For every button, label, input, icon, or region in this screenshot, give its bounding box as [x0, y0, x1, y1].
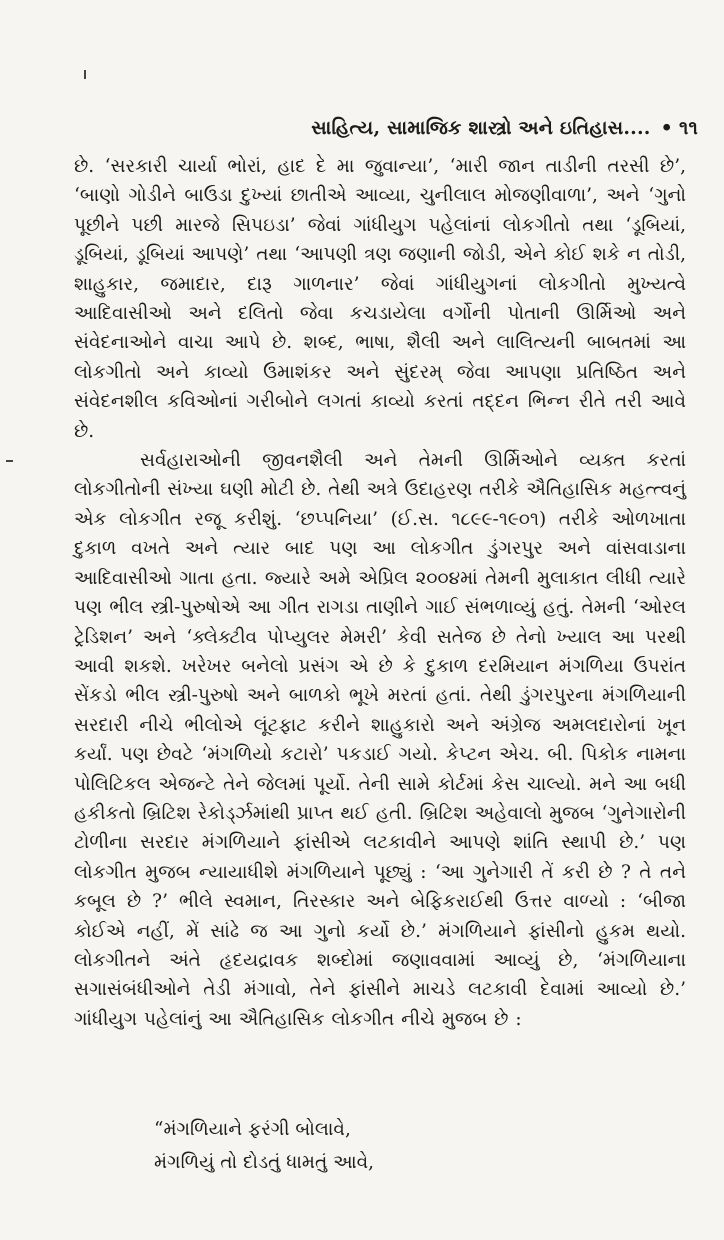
verse-line: મંગળિયું તો દોડતું ધામતું આવે, [154, 1152, 375, 1173]
header-bullet: • [660, 117, 673, 139]
running-header [311, 117, 698, 139]
page-number: ૧૧ [678, 117, 698, 139]
page-mark [84, 70, 86, 79]
paragraph: સર્વહારાઓની જીવનશૈલી અને તેમની ઊર્મિઓને વ્યક્ત કરતાં લોકગીતોની સંખ્યા ઘણી મોટી છે. તેથી અત્રે ઉદાહરણ તરીકે ઐતિહાસિક મહત્ત્વનું એક લોકગીત રજૂ કરીશું. ‘છપ્પનિયા’ (ઈ.સ. ૧૮૯૯-૧૯૦૧) તરીકે ઓળખાતા દુકાળ વખતે અને ત્યાર બાદ પણ આ લોકગીત ડુંગરપુર અને વાંસવાડાના આદિવાસીઓ ગાતા હતા. જ્યારે અમે એપ્રિલ ૨૦૦૪માં તેમની મુલાકાત લીધી ત્યારે પણ ભીલ સ્ત્રી-પુરુષોએ આ ગીત રાગડા તાણીને ગાઈ સંભળાવ્યું હતું. તેમની ‘ઓરલ ટ્રેડિશન’ અને ‘ક્લેક્ટીવ પોપ્યુલર મેમરી’ કેવી સતેજ છે તેનો ખ્યાલ આ પરથી આવી શકશે. ખરેખર બનેલો પ્રસંગ એ છે કે દુકાળ દરમિયાન મંગળિયા ઉપરાંત સેંકડો ભીલ સ્ત્રી-પુરુષો અને બાળકો ભૂખે મરતાં હતાં. તેથી ડુંગરપુરના મંગળિયાની સરદારી નીચે ભીલોએ લૂંટફાટ કરીને શાહુકારો અને અંગ્રેજ અમલદારોનાં ખૂન કર્યાં. પણ છેવટે ‘મંગળિયો કટારો’ પકડાઈ ગયો. કેપ્ટન એચ. બી. પિકોક નામના પોલિટિકલ એજન્ટે તેને જેલમાં પૂર્યો. તેની સામે કોર્ટમાં કેસ ચાલ્યો. મને આ બધી હકીકતો બ્રિટિશ રેકોર્ડ્ઝમાંથી પ્રાપ્ત થઈ હતી. બ્રિટિશ અહેવાલો મુજબ ‘ગુનેગારોની ટોળીના સરદાર મંગળિયાને ફાંસીએ લટકાવીને આપણે શાંતિ સ્થાપી છે.’ પણ લોકગીત મુજબ ન્યાયાધીશે મંગળિયાને પૂછ્યું : ‘આ ગુનેગારી તેં કરી છે ? તે તને કબૂલ છે ?’ ભીલે સ્વમાન, તિરસ્કાર અને બેફિકરાઈથી ઉત્તર વાળ્યો : ‘બીજા કોઈએ નહીં, મેં સાંઢે જ આ ગુનો કર્યો છે.’ મંગળિયાને ફાંસીનો હુકમ થયો. લોકગીતને અંતે હૃદયદ્રાવક શબ્દોમાં જણાવવામાં આવ્યું છે, ‘મંગળિયાના સગાસંબંધીઓને તેડી મંગાવો, તેને ફાંસીને માચડે લટકાવી દેવામાં આવ્યો છે.’ ગાંધીયુગ પહેલાંનું આ ઐતિહાસિક લોકગીત નીચે મુજબ છે : [74, 450, 686, 1030]
running-title: સાહિત્ય, સામાજિક શાસ્ત્રો અને ઇતિહાસ.... [311, 117, 651, 139]
margin-mark [6, 460, 13, 462]
folk-song-verse [154, 1113, 374, 1179]
verse-line: “મંગળિયાને ફરંગી બોલાવે, [154, 1119, 351, 1140]
paragraph: છે. ‘સરકારી ચાર્યા ભોરાં, હાદ દે મા જુવાન્યા’, ‘મારી જાન તાડીની તરસી છે’, ‘બાણો ગોડીને બાઉડા દુખ્યાં છાતીએ આવ્યા, ચુનીલાલ મોજણીવાળા’, અને ‘ગુનો પૂછીને પછી મારજે સિપઇડા’ જેવાં ગાંધીયુગ પહેલાંનાં લોકગીતો તથા ‘ડૂબિયાં, ડૂબિયાં, ડૂબિયાં આપણે’ તથા ‘આપણી ત્રણ જણાની જોડી, એને કોઈ શકે ન તોડી, શાહુકાર, જમાદાર, દારૂ ગાળનાર’ જેવાં ગાંધીયુગનાં લોકગીતો મુખ્યત્વે આદિવાસીઓ અને દલિતો જેવા કચડાયેલા વર્ગોની પોતાની ઊર્મિઓ અને સંવેદનાઓને વાચા આપે છે. શબ્દ, ભાષા, શૈલી અને લાલિત્યની બાબતમાં આ લોકગીતો અને કાવ્યો ઉમાશંકર અને સુંદરમ્ જેવા આપણા પ્રતિષ્ઠિત અને સંવેદનશીલ કવિઓનાં ગરીબોને લગતાં કાવ્યો કરતાં તદ્દન ભિન્ન રીતે તરી આવે છે. [74, 156, 686, 442]
body-text [74, 152, 686, 1034]
